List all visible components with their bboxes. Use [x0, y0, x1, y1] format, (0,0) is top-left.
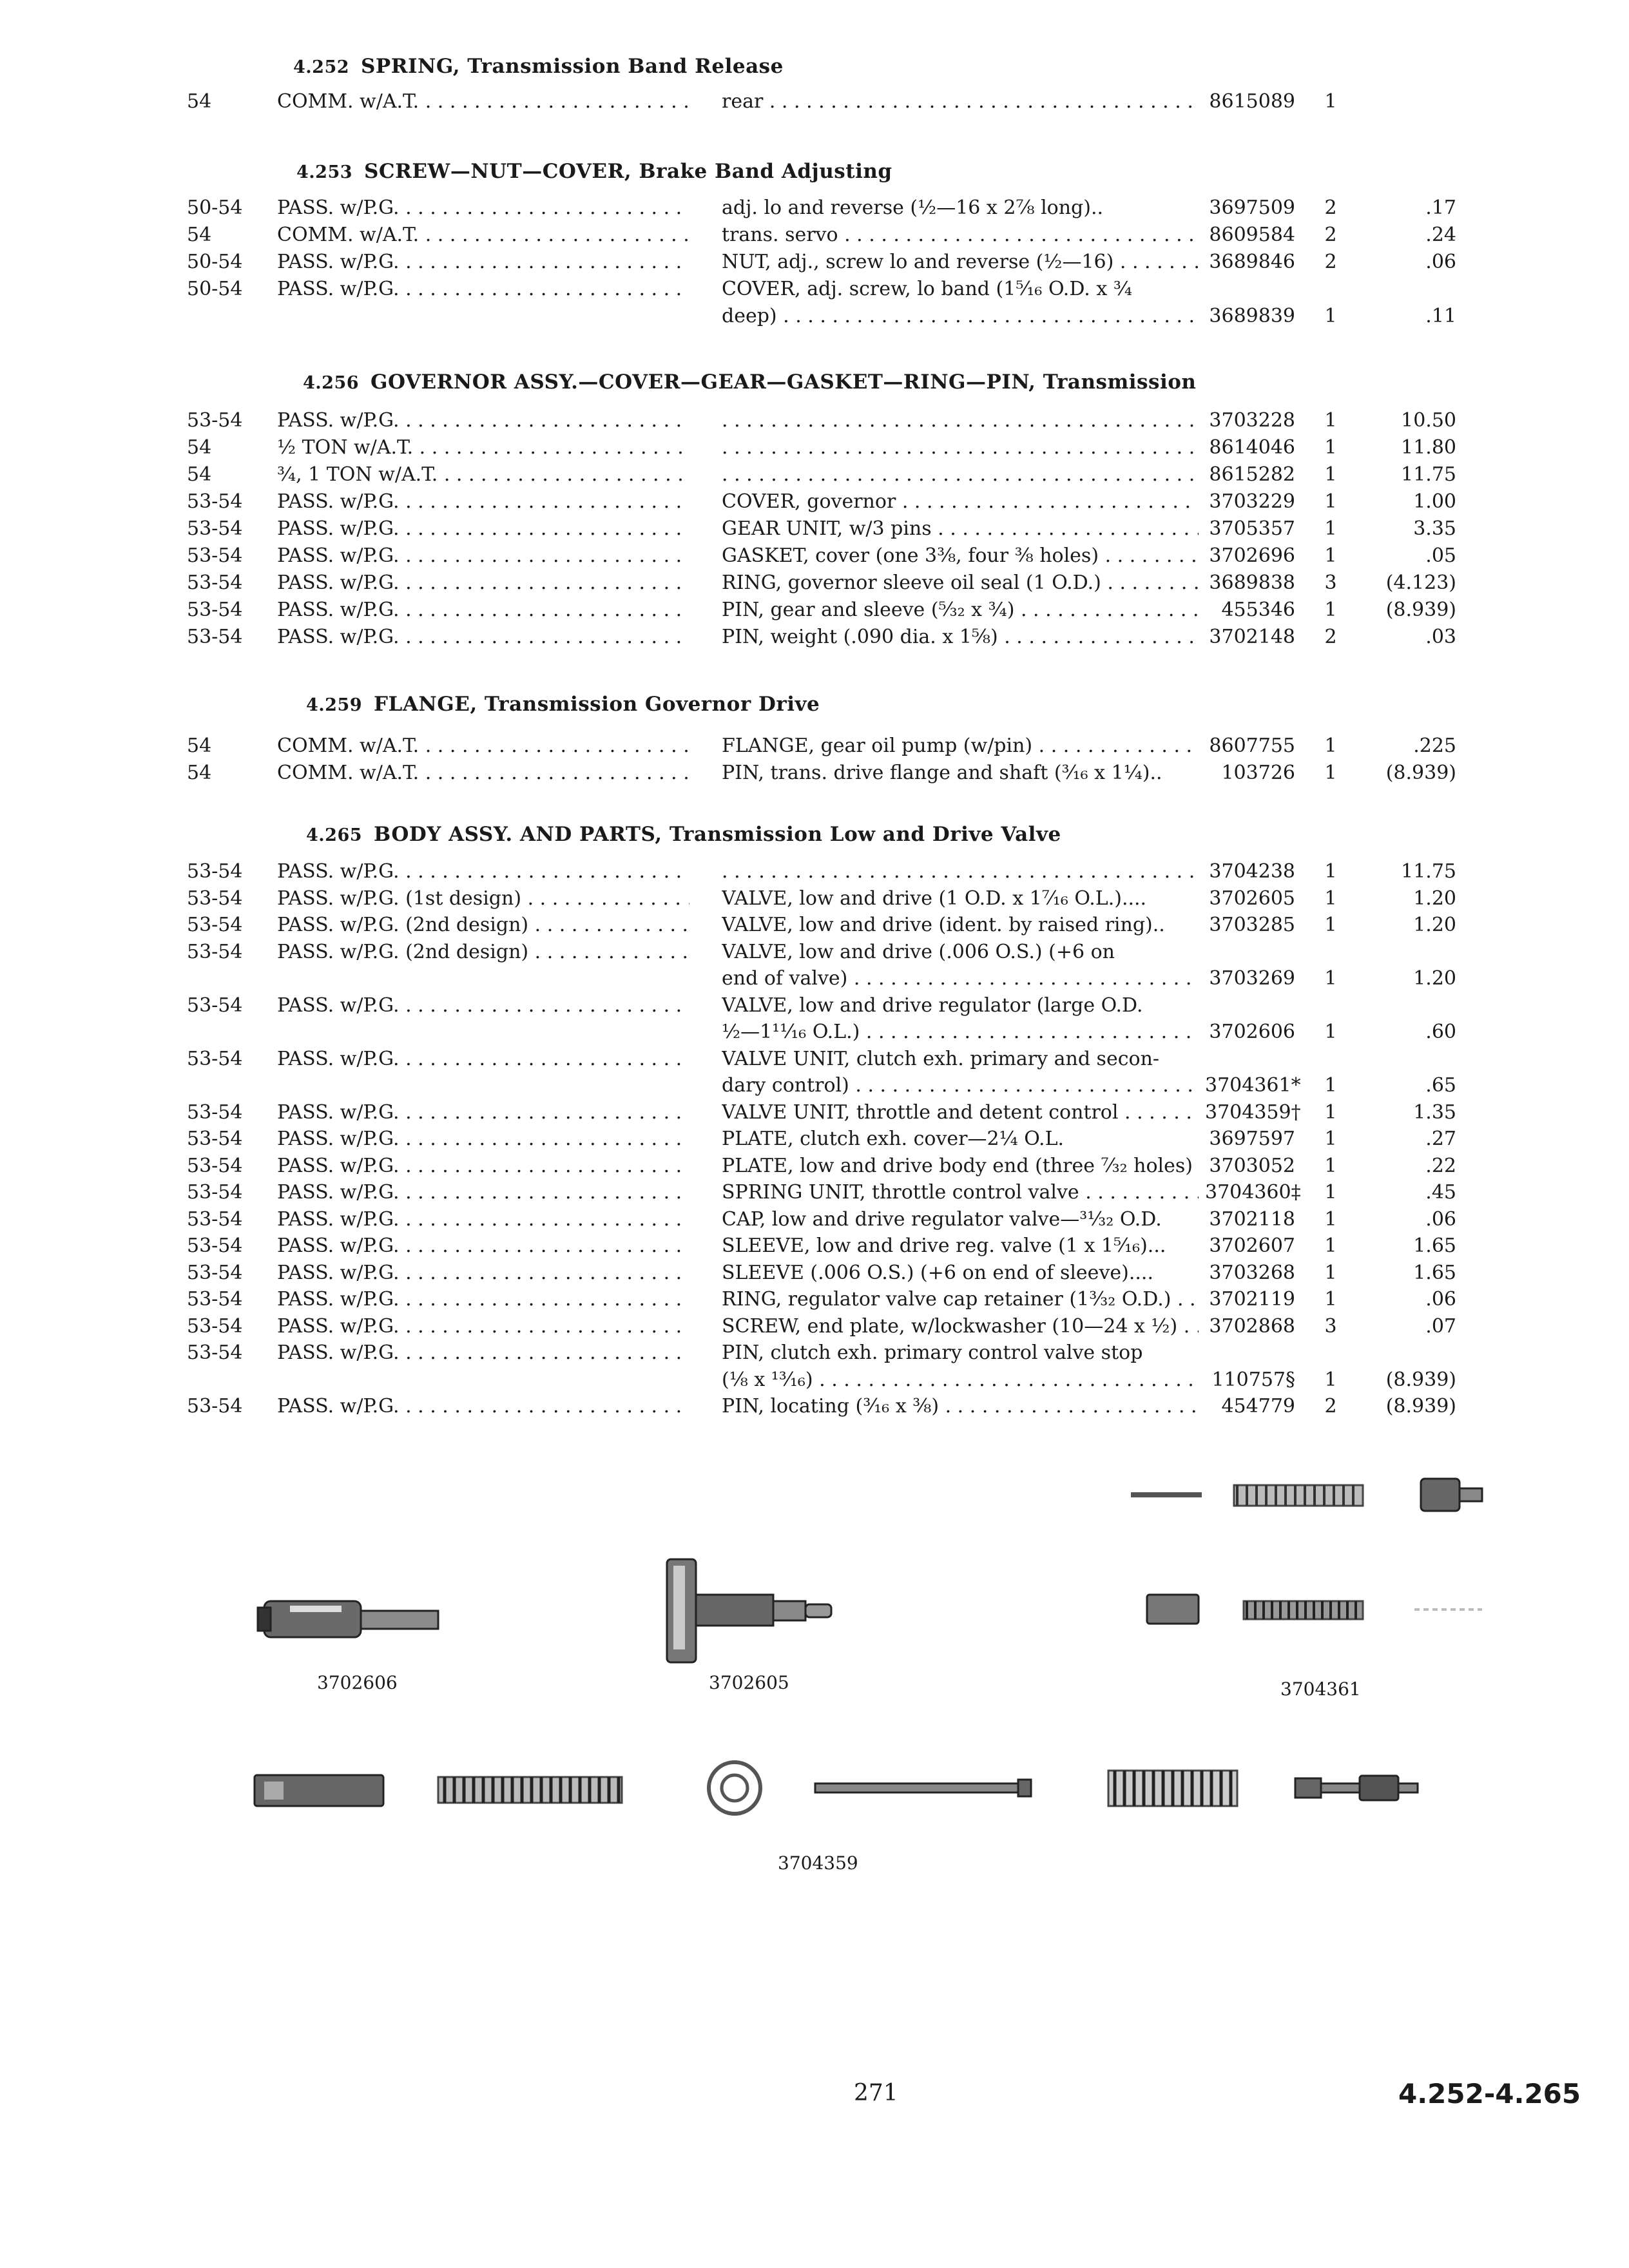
- description: VALVE, low and drive (.006 O.S.) (+6 on: [722, 940, 1115, 963]
- quantity: 1: [1324, 599, 1337, 621]
- year-range: 53-54: [187, 544, 243, 567]
- application: PASS. w/P.G. . . .: [277, 994, 689, 1017]
- figure-label: 3702605: [709, 1672, 789, 1693]
- description: rear . . .: [722, 90, 1199, 113]
- figure-label: 3704361: [1280, 1678, 1361, 1700]
- part-number: 3703268: [1209, 1261, 1295, 1284]
- quantity: 1: [1324, 490, 1337, 513]
- year-range: 53-54: [187, 409, 243, 432]
- part-number: 3704238: [1209, 860, 1295, 883]
- valve-3702605-illustration: [667, 1559, 831, 1662]
- group-price: .24: [1425, 224, 1456, 246]
- part-number: 3689838: [1209, 572, 1295, 594]
- section-range: 4.252-4.265: [1398, 2078, 1581, 2109]
- quantity: 3: [1324, 572, 1337, 594]
- group-price: .06: [1425, 1288, 1456, 1311]
- part-number: 3704360‡: [1205, 1181, 1301, 1204]
- section-title: 4.265 BODY ASSY. AND PARTS, Transmission Low and Drive Valve: [306, 823, 1061, 846]
- group-price: .65: [1425, 1074, 1456, 1097]
- section-title: 4.252 SPRING, Transmission Band Release: [293, 55, 784, 78]
- application: PASS. w/P.G. . . .: [277, 409, 689, 432]
- year-range: 53-54: [187, 940, 243, 963]
- application: COMM. w/A.T. . . .: [277, 762, 689, 784]
- quantity: 1: [1324, 1154, 1337, 1177]
- part-number: 3702607: [1209, 1235, 1295, 1257]
- application: PASS. w/P.G. (1st design) . . .: [277, 887, 689, 910]
- group-price: (8.939): [1385, 762, 1456, 784]
- description: [722, 860, 1199, 883]
- application: PASS. w/P.G. . . .: [277, 278, 689, 300]
- description: SLEEVE (.006 O.S.) (+6 on end of sleeve)....: [722, 1261, 1153, 1284]
- group-price: 11.80: [1401, 436, 1456, 459]
- group-price: 1.65: [1413, 1235, 1456, 1257]
- description: dary control) . . .: [722, 1074, 1199, 1097]
- quantity: 1: [1324, 1074, 1337, 1097]
- year-range: 53-54: [187, 1154, 243, 1177]
- group-price: .07: [1425, 1314, 1456, 1338]
- group-price: .60: [1425, 1021, 1456, 1043]
- part-number: 103726: [1221, 762, 1295, 784]
- description: GEAR UNIT, w/3 pins . . .: [722, 517, 1199, 540]
- application: PASS. w/P.G. . . .: [277, 251, 689, 273]
- group-price: 1.00: [1413, 490, 1456, 513]
- group-price: .22: [1425, 1154, 1456, 1177]
- group-price: .06: [1425, 1207, 1456, 1231]
- year-range: 53-54: [187, 572, 243, 594]
- year-range: 53-54: [187, 1395, 243, 1418]
- valve-unit-3704361-illustration: [1131, 1479, 1482, 1624]
- description: deep) . . .: [722, 305, 1199, 327]
- quantity: 1: [1324, 305, 1337, 327]
- description: VALVE, low and drive (ident. by raised ring)..: [722, 914, 1165, 936]
- part-number: 3703052: [1209, 1154, 1295, 1177]
- description: NUT, adj., screw lo and reverse (½—16) . . .: [722, 251, 1199, 273]
- part-number: 3704361*: [1205, 1074, 1301, 1097]
- description: VALVE UNIT, clutch exh. primary and secon-: [722, 1047, 1160, 1070]
- application: PASS. w/P.G. . . .: [277, 1155, 689, 1177]
- section-title: 4.256 GOVERNOR ASSY.—COVER—GEAR—GASKET—RING—PIN, Transmission: [303, 370, 1197, 394]
- part-number: 3704359†: [1205, 1100, 1301, 1124]
- year-range: 53-54: [187, 517, 243, 540]
- description: PIN, locating (³⁄₁₆ x ⅜) . . .: [722, 1395, 1199, 1418]
- quantity: 1: [1324, 735, 1337, 757]
- quantity: 1: [1324, 90, 1337, 113]
- application: ½ TON w/A.T. . . .: [277, 436, 689, 459]
- group-price: 11.75: [1401, 463, 1456, 486]
- part-number: 3702868: [1209, 1314, 1295, 1338]
- application: PASS. w/P.G. . . .: [277, 1262, 689, 1284]
- part-number: 3703229: [1209, 490, 1295, 513]
- part-number: 3697509: [1209, 197, 1295, 219]
- year-range: 54: [187, 463, 212, 486]
- quantity: 1: [1324, 1235, 1337, 1257]
- year-range: 53-54: [187, 1207, 243, 1231]
- year-range: 53-54: [187, 1314, 243, 1338]
- group-price: .03: [1425, 626, 1456, 648]
- description: RING, governor sleeve oil seal (1 O.D.) . . .: [722, 572, 1199, 594]
- description: SCREW, end plate, w/lockwasher (10—24 x ½) . . .: [722, 1315, 1199, 1338]
- year-range: 54: [187, 762, 212, 784]
- application: PASS. w/P.G. . . .: [277, 599, 689, 621]
- part-number: 3689846: [1209, 251, 1295, 273]
- quantity: 3: [1324, 1314, 1337, 1338]
- application: PASS. w/P.G. . . .: [277, 517, 689, 540]
- year-range: 53-54: [187, 626, 243, 648]
- application: PASS. w/P.G. . . .: [277, 1288, 689, 1311]
- description: end of valve) . . .: [722, 967, 1199, 990]
- group-price: .225: [1413, 735, 1456, 757]
- year-range: 53-54: [187, 599, 243, 621]
- part-number: 3705357: [1209, 517, 1295, 540]
- application: COMM. w/A.T. . . .: [277, 224, 689, 246]
- group-price: .17: [1425, 197, 1456, 219]
- year-range: 54: [187, 436, 212, 459]
- group-price: 3.35: [1413, 517, 1456, 540]
- section-title: 4.253 SCREW—NUT—COVER, Brake Band Adjusting: [296, 160, 892, 183]
- year-range: 53-54: [187, 1235, 243, 1257]
- group-price: 1.20: [1413, 914, 1456, 936]
- part-number: 3702118: [1209, 1207, 1295, 1231]
- quantity: 1: [1324, 914, 1337, 936]
- part-number: 3703269: [1209, 967, 1295, 990]
- part-number: 3702605: [1209, 887, 1295, 910]
- group-price: 1.35: [1413, 1100, 1456, 1124]
- application: COMM. w/A.T. . . .: [277, 90, 689, 113]
- description: [722, 409, 1199, 432]
- application: PASS. w/P.G. . . .: [277, 860, 689, 883]
- year-range: 54: [187, 735, 212, 757]
- quantity: 1: [1324, 517, 1337, 540]
- year-range: 53-54: [187, 914, 243, 936]
- description: PLATE, clutch exh. cover—2¼ O.L.: [722, 1128, 1065, 1150]
- quantity: 1: [1324, 1207, 1337, 1231]
- description: SLEEVE, low and drive reg. valve (1 x 1⁵⁄₁₆)...: [722, 1235, 1166, 1257]
- quantity: 2: [1324, 251, 1337, 273]
- part-number: 3689839: [1209, 305, 1295, 327]
- part-number: 3702148: [1209, 626, 1295, 648]
- application: PASS. w/P.G. . . .: [277, 572, 689, 594]
- application: PASS. w/P.G. . . .: [277, 1395, 689, 1418]
- year-range: 54: [187, 224, 212, 246]
- group-price: .45: [1425, 1181, 1456, 1204]
- part-number: 3703228: [1209, 409, 1295, 432]
- description: [722, 436, 1199, 459]
- part-number: 455346: [1221, 599, 1295, 621]
- description: adj. lo and reverse (½—16 x 2⅞ long)..: [722, 197, 1104, 219]
- description: PIN, trans. drive flange and shaft (³⁄₁₆ x 1¼)..: [722, 762, 1162, 784]
- year-range: 53-54: [187, 1261, 243, 1284]
- page-number: 271: [854, 2080, 898, 2106]
- group-price: .27: [1425, 1128, 1456, 1150]
- application: PASS. w/P.G. . . .: [277, 1208, 689, 1231]
- application: PASS. w/P.G. . . .: [277, 490, 689, 513]
- part-number: 454779: [1221, 1395, 1295, 1418]
- description: COVER, governor . . .: [722, 490, 1199, 513]
- valve-unit-3704359-illustration: [255, 1762, 1418, 1814]
- quantity: 1: [1324, 1128, 1337, 1150]
- application: COMM. w/A.T. . . .: [277, 735, 689, 757]
- part-number: 8614046: [1209, 436, 1295, 459]
- quantity: 1: [1324, 887, 1337, 910]
- group-price: (8.939): [1385, 1368, 1456, 1391]
- year-range: 50-54: [187, 251, 243, 273]
- description: CAP, low and drive regulator valve—³¹⁄₃₂ O.D.: [722, 1207, 1162, 1231]
- description: PIN, clutch exh. primary control valve stop: [722, 1341, 1143, 1364]
- year-range: 50-54: [187, 197, 243, 219]
- description: VALVE, low and drive (1 O.D. x 1⁷⁄₁₆ O.L.)....: [722, 887, 1147, 910]
- application: PASS. w/P.G. . . .: [277, 1101, 689, 1124]
- group-price: 11.75: [1401, 860, 1456, 883]
- description: ½—1¹¹⁄₁₆ O.L.) . . .: [722, 1021, 1199, 1043]
- group-price: .11: [1425, 305, 1456, 327]
- quantity: 1: [1324, 544, 1337, 567]
- description: PLATE, low and drive body end (three ⁷⁄₃₂ holes) . . .: [722, 1155, 1199, 1177]
- group-price: 1.20: [1413, 887, 1456, 910]
- figure-label: 3702606: [317, 1672, 398, 1693]
- parts-illustrations: [0, 1469, 1629, 2049]
- description: (⅛ x ¹³⁄₁₆) . . .: [722, 1369, 1199, 1391]
- part-number: 8615089: [1209, 90, 1295, 113]
- description: trans. servo . . .: [722, 224, 1199, 246]
- group-price: .06: [1425, 251, 1456, 273]
- year-range: 53-54: [187, 1128, 243, 1150]
- application: PASS. w/P.G. . . .: [277, 1315, 689, 1338]
- group-price: (8.939): [1385, 599, 1456, 621]
- group-price: (8.939): [1385, 1395, 1456, 1418]
- year-range: 53-54: [187, 860, 243, 883]
- application: PASS. w/P.G. (2nd design) . . .: [277, 941, 689, 963]
- quantity: 2: [1324, 626, 1337, 648]
- group-price: 1.20: [1413, 967, 1456, 990]
- quantity: 1: [1324, 1100, 1337, 1124]
- quantity: 1: [1324, 762, 1337, 784]
- year-range: 50-54: [187, 278, 243, 300]
- quantity: 2: [1324, 197, 1337, 219]
- year-range: 53-54: [187, 490, 243, 513]
- quantity: 1: [1324, 1021, 1337, 1043]
- quantity: 2: [1324, 224, 1337, 246]
- quantity: 1: [1324, 967, 1337, 990]
- quantity: 2: [1324, 1395, 1337, 1418]
- valve-3702606-illustration: [258, 1601, 438, 1637]
- quantity: 1: [1324, 860, 1337, 883]
- application: PASS. w/P.G. . . .: [277, 1128, 689, 1150]
- application: PASS. w/P.G. . . .: [277, 1235, 689, 1257]
- part-number: 8607755: [1209, 735, 1295, 757]
- quantity: 1: [1324, 1261, 1337, 1284]
- description: VALVE, low and drive regulator (large O.D.: [722, 994, 1143, 1017]
- section-title: 4.259 FLANGE, Transmission Governor Drive: [306, 693, 820, 716]
- quantity: 1: [1324, 409, 1337, 432]
- quantity: 1: [1324, 1288, 1337, 1311]
- quantity: 1: [1324, 463, 1337, 486]
- part-number: 8609584: [1209, 224, 1295, 246]
- application: PASS. w/P.G. . . .: [277, 626, 689, 648]
- part-number: 3703285: [1209, 914, 1295, 936]
- group-price: 10.50: [1401, 409, 1456, 432]
- application: PASS. w/P.G. . . .: [277, 544, 689, 567]
- description: PIN, gear and sleeve (⁵⁄₃₂ x ¾) . . .: [722, 599, 1199, 621]
- description: SPRING UNIT, throttle control valve . . .: [722, 1181, 1199, 1204]
- part-number: 3702119: [1209, 1288, 1295, 1311]
- part-number: 3697597: [1209, 1128, 1295, 1150]
- year-range: 53-54: [187, 1047, 243, 1070]
- year-range: 53-54: [187, 1288, 243, 1311]
- application: PASS. w/P.G. . . .: [277, 1341, 689, 1364]
- year-range: 53-54: [187, 1341, 243, 1364]
- year-range: 54: [187, 90, 212, 113]
- part-number: 3702696: [1209, 544, 1295, 567]
- application: PASS. w/P.G. . . .: [277, 1181, 689, 1204]
- application: PASS. w/P.G. . . .: [277, 197, 689, 219]
- application: ¾, 1 TON w/A.T. . . .: [277, 463, 689, 486]
- quantity: 1: [1324, 1368, 1337, 1391]
- part-number: 110757§: [1211, 1368, 1295, 1391]
- year-range: 53-54: [187, 994, 243, 1017]
- figure-label: 3704359: [778, 1852, 858, 1874]
- application: PASS. w/P.G. (2nd design) . . .: [277, 914, 689, 936]
- description: COVER, adj. screw, lo band (1⁵⁄₁₆ O.D. x ¾: [722, 278, 1132, 300]
- group-price: .05: [1425, 544, 1456, 567]
- quantity: 1: [1324, 1181, 1337, 1204]
- description: GASKET, cover (one 3⅜, four ⅜ holes) . . .: [722, 544, 1199, 567]
- year-range: 53-54: [187, 1181, 243, 1204]
- description: FLANGE, gear oil pump (w/pin) . . .: [722, 735, 1199, 757]
- description: VALVE UNIT, throttle and detent control . . .: [722, 1101, 1199, 1124]
- description: RING, regulator valve cap retainer (1³⁄₃₂ O.D.) . . .: [722, 1288, 1199, 1311]
- description: PIN, weight (.090 dia. x 1⅝) . . .: [722, 626, 1199, 648]
- application: PASS. w/P.G. . . .: [277, 1048, 689, 1070]
- year-range: 53-54: [187, 1100, 243, 1124]
- part-number: 3702606: [1209, 1021, 1295, 1043]
- group-price: (4.123): [1385, 572, 1456, 594]
- quantity: 1: [1324, 436, 1337, 459]
- year-range: 53-54: [187, 887, 243, 910]
- description: [722, 463, 1199, 486]
- group-price: 1.65: [1413, 1261, 1456, 1284]
- part-number: 8615282: [1209, 463, 1295, 486]
